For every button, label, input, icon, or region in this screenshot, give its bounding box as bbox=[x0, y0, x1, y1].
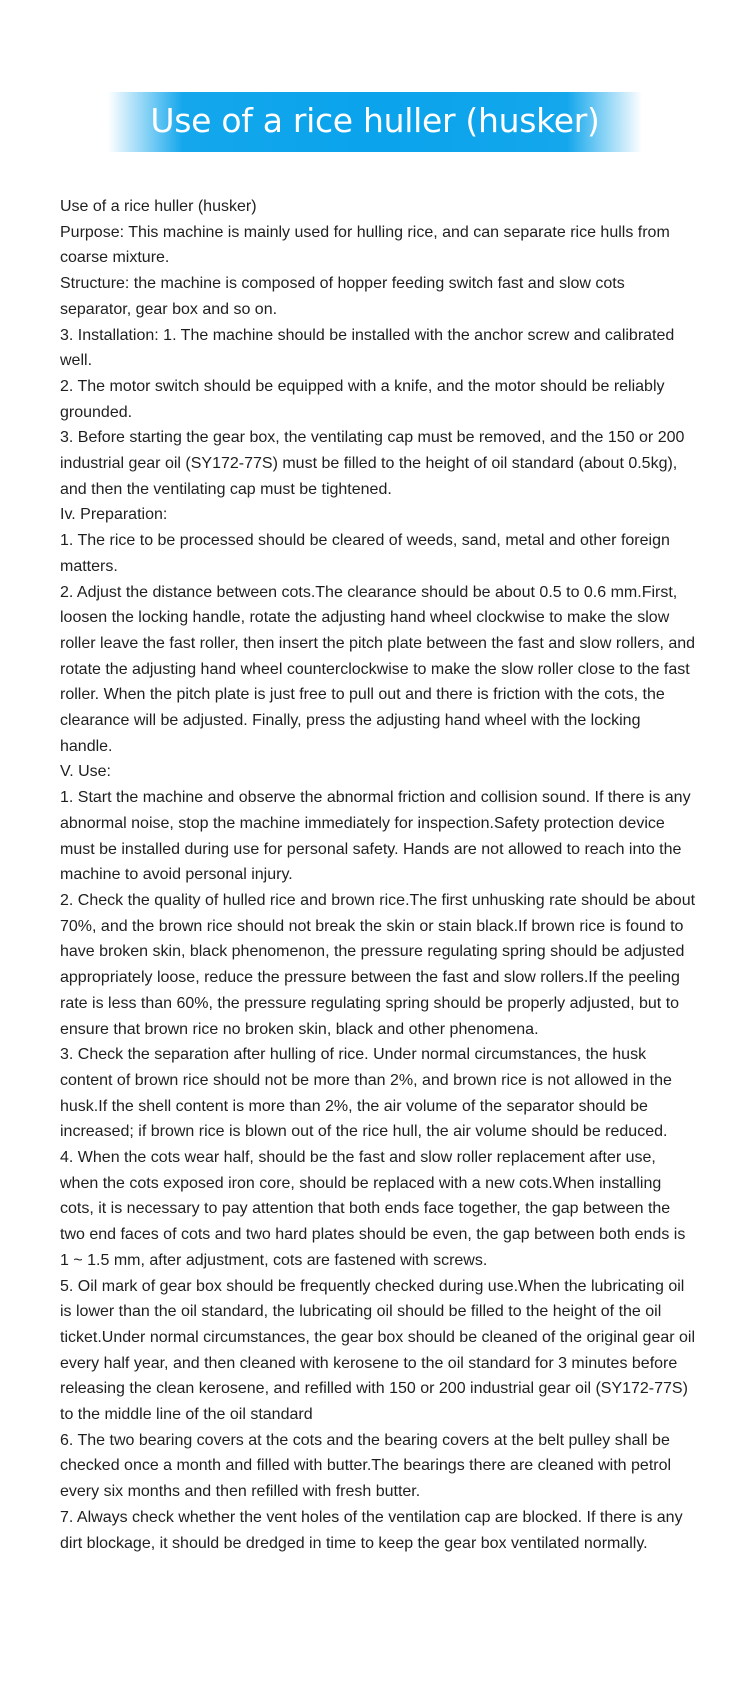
paragraph-preparation-1: 1. The rice to be processed should be cleared of weeds, sand, metal and other foreign matters. bbox=[60, 532, 670, 575]
section-heading-preparation: Iv. Preparation: bbox=[60, 506, 168, 524]
paragraph-use-3: 3. Check the separation after hulling of rice. Under normal circumstances, the husk content of brown rice should not be more than 2%, and brown rice is not allowed in the husk.If the shell content is more than 2%, the air volume of the separator should be increased; if brown rice is blown out of the rice hull, the air volume should be reduced. bbox=[60, 1046, 672, 1141]
paragraph-purpose: Purpose: This machine is mainly used for hulling rice, and can separate rice hulls from coarse mixture. bbox=[60, 223, 670, 267]
article-heading: Use of a rice huller (husker) bbox=[60, 198, 257, 215]
page-title: Use of a rice huller (husker) bbox=[150, 101, 600, 140]
section-heading-use: V. Use: bbox=[60, 763, 111, 781]
paragraph-installation-3: 3. Before starting the gear box, the ventilating cap must be removed, and the 150 or 200 industrial gear oil (SY172-77S) must be filled to the height of oil standard (about 0.5kg), and then the ventilating cap must be tightened. bbox=[60, 429, 685, 498]
paragraph-use-7: 7. Always check whether the vent holes of the ventilation cap are blocked. If there is any dirt blockage, it should be dredged in time to keep the gear box ventilated normally. bbox=[60, 1508, 683, 1552]
paragraph-use-5: 5. Oil mark of gear box should be frequently checked during use.When the lubricating oil is lower than the oil standard, the lubricating oil should be filled to the height of the oil ticket.Under normal circumstances, the gear box should be cleaned of the original gear oil every half year, and then cleaned with kerosene to the oil standard for 3 minutes before releasing the clean kerosene, and refilled with 150 or 200 industrial gear oil (SY172-77S) to the middle line of the oil standard bbox=[60, 1277, 696, 1424]
paragraph-use-1: 1. Start the machine and observe the abnormal friction and collision sound. If there is any abnormal noise, stop the machine immediately for inspection.Safety protection device must be installed during use for personal safety. Hands are not allowed to reach into the machine to avoid personal injury. bbox=[60, 789, 691, 884]
paragraph-installation-2: 2. The motor switch should be equipped with a knife, and the motor should be reliably grounded. bbox=[60, 377, 665, 421]
paragraph-use-6: 6. The two bearing covers at the cots and the bearing covers at the belt pulley shall be checked once a month and filled with butter.The bearings there are cleaned with petrol every six months and then refilled with fresh butter. bbox=[60, 1431, 672, 1501]
paragraph-use-2: 2. Check the quality of hulled rice and brown rice.The first unhusking rate should be about 70%, and the brown rice should not break the skin or stain black.If brown rice is found to have broken skin, black phenomenon, the pressure regulating spring should be adjusted appropriately loose, reduce the pressure between the fast and slow rollers.If the peeling rate is less than 60%, the pressure regulating spring should be properly adjusted, but to ensure that brown rice no broken skin, black and other phenomena. bbox=[60, 891, 696, 1038]
paragraph-use-4: 4. When the cots wear half, should be the fast and slow roller replacement after use, when the cots exposed iron core, should be replaced with a new cots.When installing cots, it is necessary to pay attention that both ends face together, the gap between the two end faces of cots and two hard plates should be even, the gap between both ends is 1 ~ 1.5 mm, after adjustment, cots are fastened with screws. bbox=[60, 1149, 686, 1269]
paragraph-installation-1: 3. Installation: 1. The machine should be installed with the anchor screw and calibrated well. bbox=[60, 326, 675, 370]
paragraph-structure: Structure: the machine is composed of hopper feeding switch fast and slow cots separator, gear box and so on. bbox=[60, 275, 625, 318]
paragraph-preparation-2: 2. Adjust the distance between cots.The clearance should be about 0.5 to 0.6 mm.First, loosen the locking handle, rotate the adjusting hand wheel clockwise to make the slow roller leave the fast roller, then insert the pitch plate between the fast and slow rollers, and rotate the adjusting hand wheel counterclockwise to make the slow roller close to the fast roller. When the pitch plate is just free to pull out and there is friction with the cots, the clearance will be adjusted. Finally, press the adjusting hand wheel with the locking handle. bbox=[60, 583, 696, 755]
article-body bbox=[60, 194, 696, 1556]
